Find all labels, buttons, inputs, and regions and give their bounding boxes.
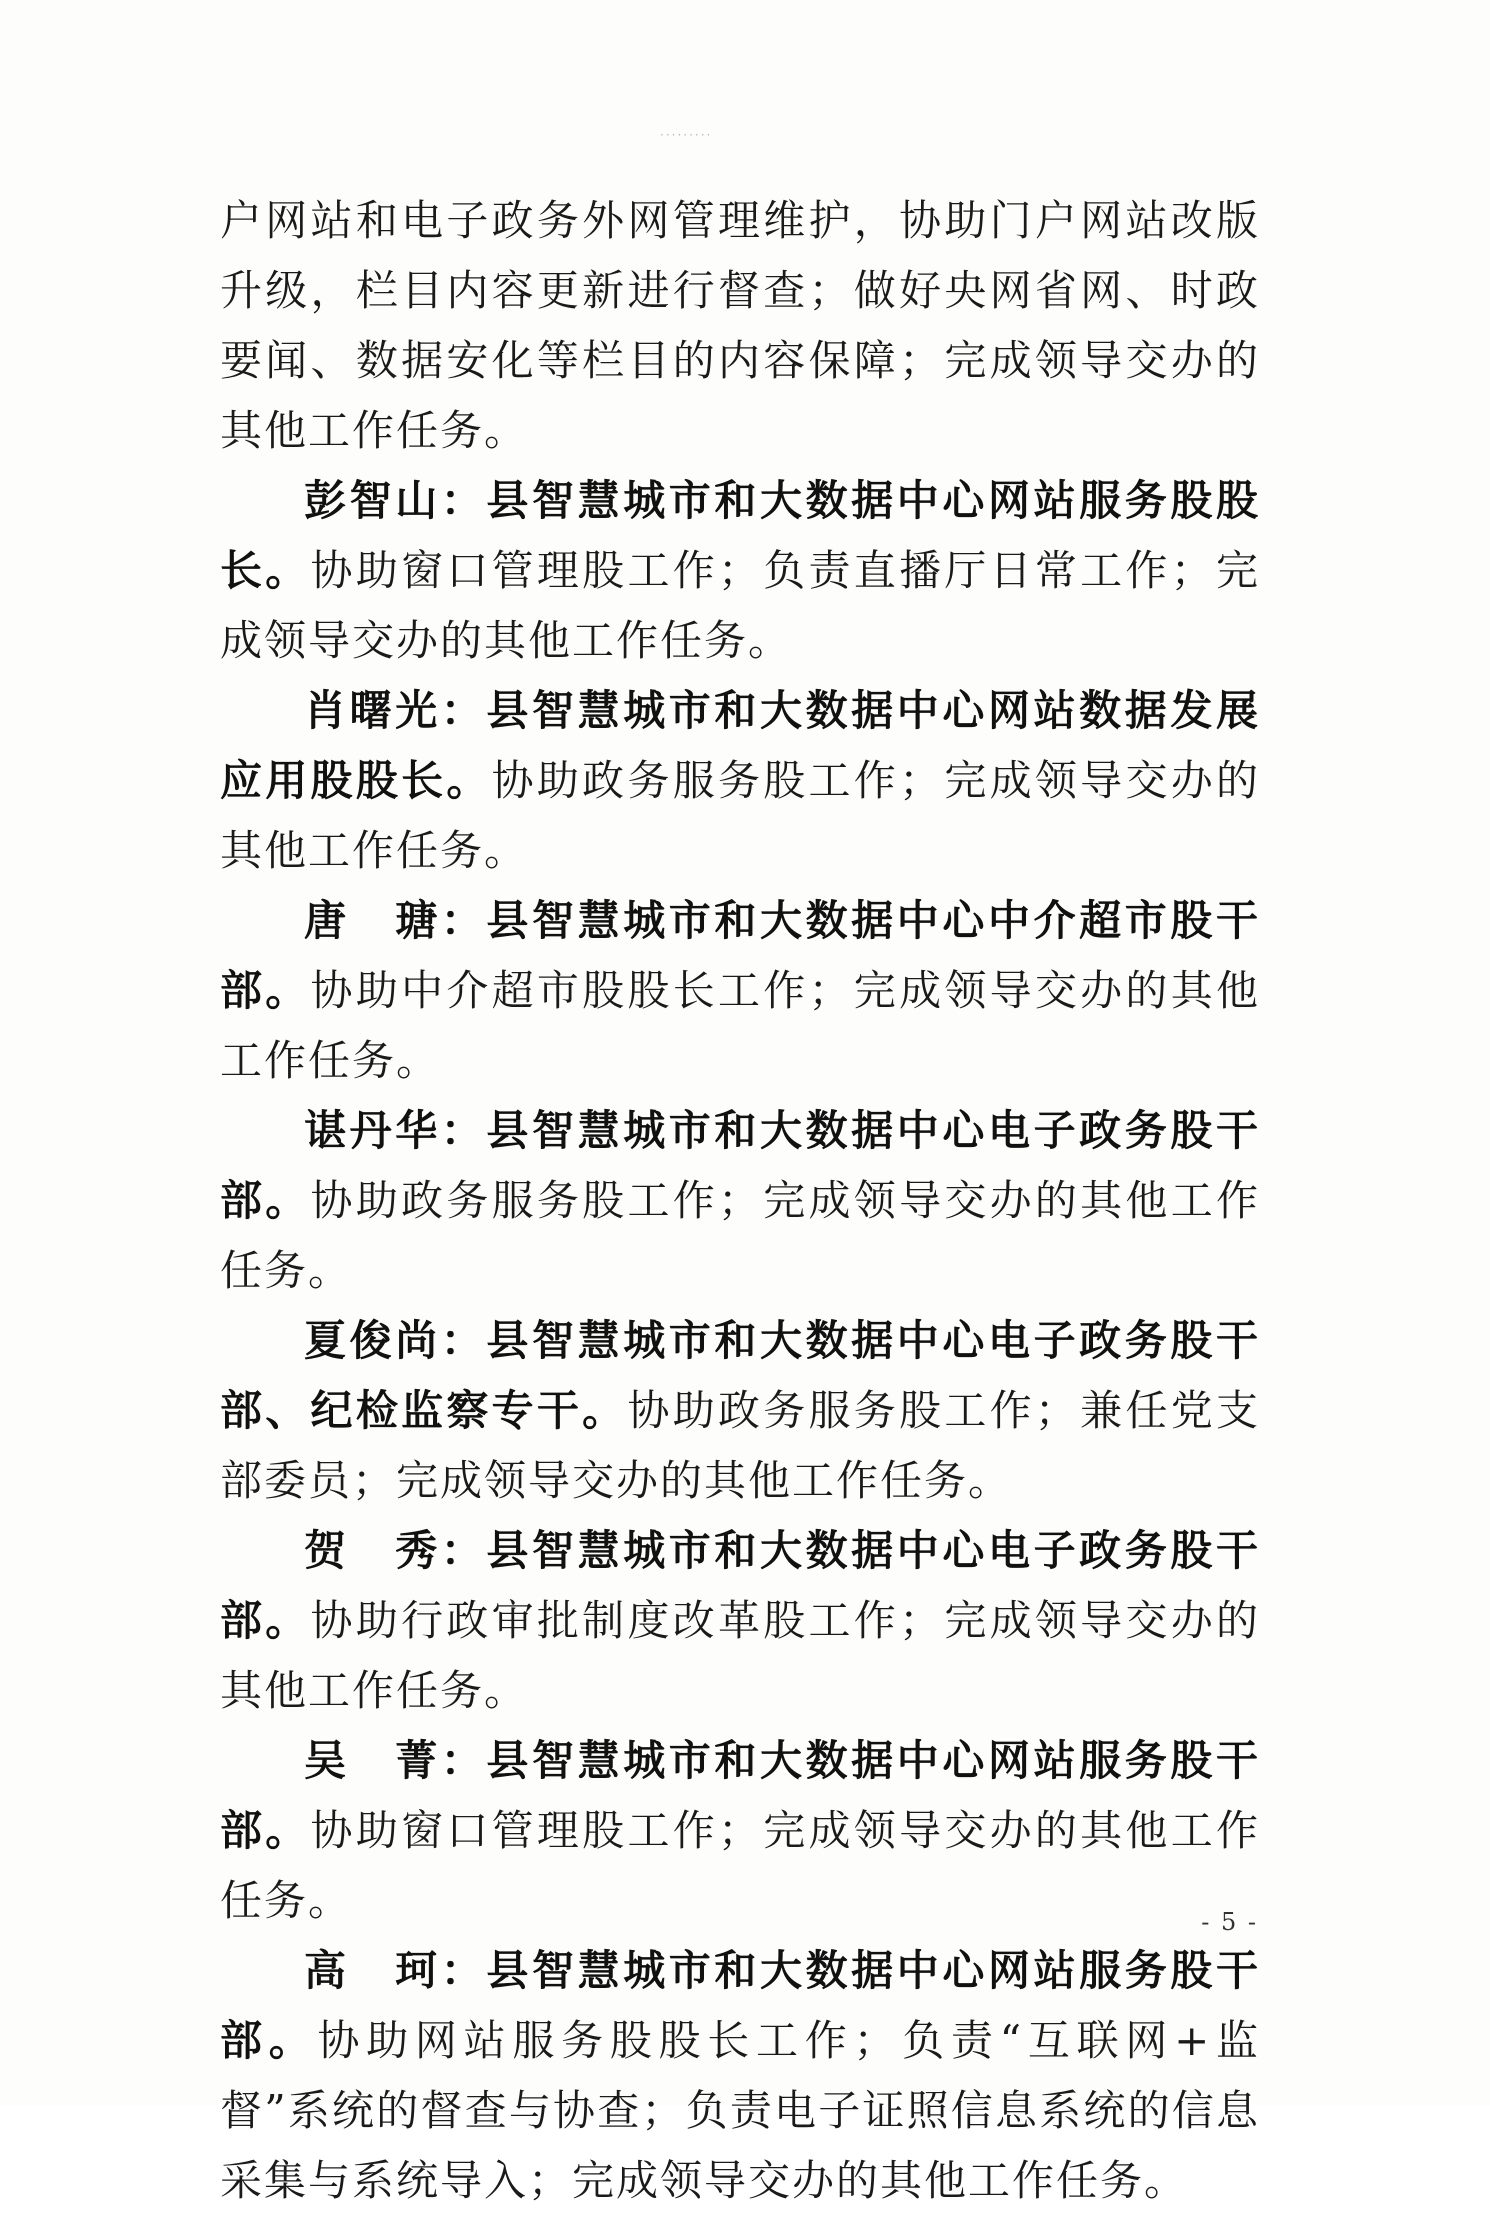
staff-name: 高 珂： bbox=[304, 1946, 487, 1995]
staff-entry bbox=[220, 886, 1260, 1096]
staff-position: 县智慧城市和大数据中心网站服务股干部。 bbox=[220, 1946, 1260, 2065]
staff-duty: 协助中介超市股股长工作；完成领导交办的其他工作任务。 bbox=[220, 966, 1260, 1085]
faint-header-mark: ········· bbox=[660, 128, 713, 142]
staff-entry bbox=[220, 1936, 1260, 2216]
staff-name: 彭智山： bbox=[304, 476, 487, 525]
staff-duty: 协助行政审批制度改革股工作；完成领导交办的其他工作任务。 bbox=[220, 1596, 1260, 1715]
staff-position: 县智慧城市和大数据中心网站服务股干部。 bbox=[220, 1736, 1260, 1855]
staff-name: 肖曙光： bbox=[304, 686, 487, 735]
staff-position: 县智慧城市和大数据中心网站服务股股长。 bbox=[220, 476, 1260, 595]
document-body bbox=[220, 186, 1260, 2216]
staff-position: 县智慧城市和大数据中心电子政务股干部、纪检监察专干。 bbox=[220, 1316, 1260, 1435]
staff-entry bbox=[220, 676, 1260, 886]
staff-position: 县智慧城市和大数据中心电子政务股干部。 bbox=[220, 1106, 1260, 1225]
staff-name: 唐 瑭： bbox=[304, 896, 487, 945]
staff-entry bbox=[220, 466, 1260, 676]
staff-name: 谌丹华： bbox=[304, 1106, 487, 1155]
staff-entry bbox=[220, 1516, 1260, 1726]
staff-duty: 协助政务服务股工作；完成领导交办的其他工作任务。 bbox=[220, 756, 1260, 875]
staff-position: 县智慧城市和大数据中心电子政务股干部。 bbox=[220, 1526, 1260, 1645]
staff-entry bbox=[220, 1726, 1260, 1936]
staff-duty: 协助窗口管理股工作；负责直播厅日常工作；完成领导交办的其他工作任务。 bbox=[220, 546, 1260, 665]
staff-duty: 协助政务服务股工作；兼任党支部委员；完成领导交办的其他工作任务。 bbox=[220, 1386, 1260, 1505]
staff-name: 贺 秀： bbox=[304, 1526, 487, 1575]
intro-paragraph: 户网站和电子政务外网管理维护，协助门户网站改版升级，栏目内容更新进行督查；做好央网省网、时政要闻、数据安化等栏目的内容保障；完成领导交办的其他工作任务。 bbox=[220, 196, 1260, 455]
staff-name: 吴 菁： bbox=[304, 1736, 487, 1785]
staff-duty: 协助网站服务股股长工作；负责“互联网+监督”系统的督查与协查；负责电子证照信息系统的信息采集与系统导入；完成领导交办的其他工作任务。 bbox=[220, 2016, 1260, 2205]
staff-position: 县智慧城市和大数据中心中介超市股干部。 bbox=[220, 896, 1260, 1015]
staff-name: 夏俊尚： bbox=[304, 1316, 487, 1365]
staff-duty: 协助窗口管理股工作；完成领导交办的其他工作任务。 bbox=[220, 1806, 1260, 1925]
staff-position: 县智慧城市和大数据中心网站数据发展应用股股长。 bbox=[220, 686, 1260, 805]
staff-duty: 协助政务服务股工作；完成领导交办的其他工作任务。 bbox=[220, 1176, 1260, 1295]
page-number: - 5 - bbox=[1201, 1908, 1258, 1936]
staff-entry bbox=[220, 1306, 1260, 1516]
staff-entry bbox=[220, 1096, 1260, 1306]
